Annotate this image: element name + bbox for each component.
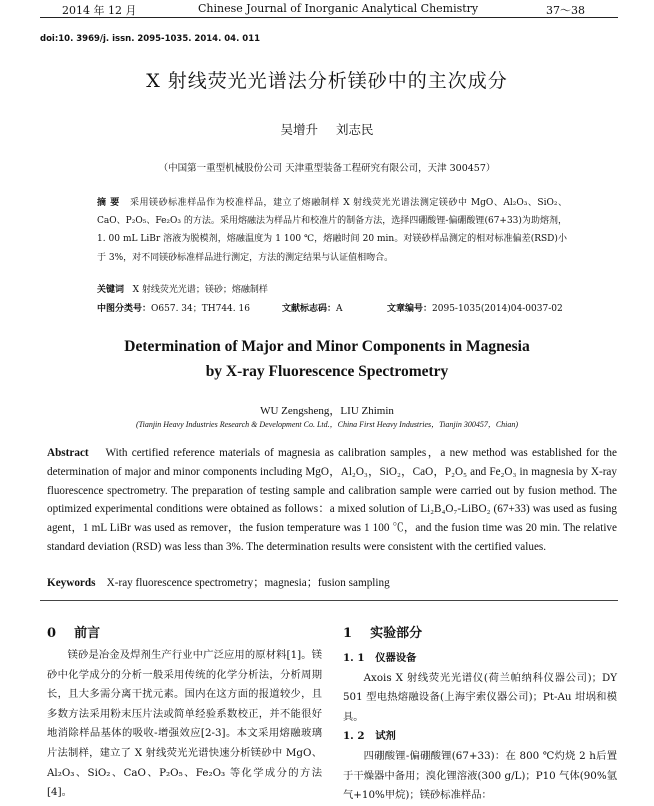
running-header <box>40 2 618 18</box>
title-en-line1: Determination of Major and Minor Components in Magnesia <box>124 338 530 355</box>
abstract-en-text: With certified reference materials of magnesia as calibration samples，a new method was established for the determination of major and minor components including MgO，Al₂O₃，SiO₂，CaO，P₂O₅ and Fe₂O₃ in magnesia by X-ray fluorescence spectrometry. The preparation of testing sample and calibration sample were carried out by fusion method. The optimized experimental conditions were obtained as follows：a mixed solution of Li₂B₄O₇-LiBO₂ (67+33) was used as fusing agent，1 mL LiBr was used as remover，the fusion temperature was 1 100 ℃，and the fusion time was 20 min. The relative standard deviation (RSD) was less than 3%. The determination results were consistent with the certified values. <box>47 447 617 553</box>
section-0-number: 0 <box>47 626 57 641</box>
keywords-en-text: X-ray fluorescence spectrometry；magnesia；fusion sampling <box>106 577 390 589</box>
section-separator <box>40 600 618 601</box>
header-pages: 37～38 <box>546 4 585 17</box>
title-en-line2: by X-ray Fluorescence Spectrometry <box>205 363 449 380</box>
subsection-1-2-text: 四硼酸锂-偏硼酸锂(67+33)：在 800 ℃灼烧 2 h后置于干燥器中备用；溴化锂溶液(300 g/L)；P10 气体(90%氩气+10%甲烷)；镁砂标准样品： <box>343 749 617 802</box>
authors-cn: 吴增升 刘志民 <box>280 122 374 137</box>
subsection-1-2-number: 1. 2 <box>343 730 365 743</box>
subsection-1-1-heading <box>343 649 617 669</box>
subsection-1-1-number: 1. 1 <box>343 652 365 664</box>
subsection-1-2-title: 试剂 <box>375 730 396 743</box>
abstract-cn-text: 采用镁砂标准样品作为校准样品，建立了熔融制样 X 射线荧光光谱法测定镁砂中 MgO、Al₂O₃、SiO₂、CaO、P₂O₅、Fe₂O₃ 的方法。采用熔融法为样品片和校准片的制备方法，选择四硼酸锂-偏硼酸锂(67+33)为助熔剂，1. 00 mL LiBr 溶液为脱模剂，熔融温度为 1 100 ℃，熔融时间 20 min。对镁砂样品测定的相对标准偏差(RSD)小于 3%，对不同镁砂标准样品进行测定，方法的测定结果与认证值相吻合。 <box>97 198 567 263</box>
section-0-title: 前言 <box>74 626 101 641</box>
abstract-en-label: Abstract <box>47 447 89 459</box>
doc-code-label: 文献标志码： <box>282 304 337 314</box>
affiliation-en: (Tianjin Heavy Industries Research & Development Co. Ltd.，China First Heavy Industries，Tianjin 300457，Chian) <box>135 420 519 429</box>
affiliation-cn: （中国第一重型机械股份公司 天津重型装备工程研究有限公司，天津 300457） <box>158 163 496 174</box>
doc-code-value: A <box>336 304 343 314</box>
title-en <box>0 334 654 384</box>
abstract-en <box>47 444 617 557</box>
section-0-heading <box>47 622 100 641</box>
keywords-cn-label: 关键词 <box>97 285 125 295</box>
article-no-label: 文章编号： <box>387 304 433 314</box>
subsection-1-1-title: 仪器设备 <box>375 652 417 664</box>
keywords-cn-text: X 射线荧光光谱；镁砂；熔融制样 <box>132 285 268 295</box>
section-1-title: 实验部分 <box>370 626 423 641</box>
subsection-1-2-heading <box>343 727 617 747</box>
subsection-1-1-text: Axois X 射线荧光光谱仪(荷兰帕纳科仪器公司)；DY 501 型电热熔融设备(上海宇索仪器公司)；Pt-Au 坩埚和模具。 <box>343 671 617 723</box>
title-cn: X 射线荧光光谱法分析镁砂中的主次成分 <box>146 70 508 92</box>
authors-en: WU Zengsheng，LIU Zhimin <box>260 405 394 417</box>
section-0-paragraph: 镁砂是冶金及焊剂生产行业中广泛应用的原材料[1]。镁砂中化学成分的分析一般采用传统的化学分析法，分析周期长，且大多需分离干扰元素。国内在这方面的报道较少，且多数方法采用粉末压片法或简单经验系数校正，并不能很好地消除样品基体的吸收-增强效应[2-3]。本文采用熔融玻璃片法制样，建立了 X 射线荧光光谱快速分析镁砂中 MgO、Al₂O₃、SiO₂、CaO、P₂O₅、Fe₂O₃ 等化学成分的方法[4]。 <box>47 649 322 799</box>
clc-label: 中图分类号： <box>97 304 152 314</box>
header-rule <box>40 17 618 18</box>
section-1-heading <box>343 622 422 641</box>
clc-value: O657. 34；TH744. 16 <box>151 304 250 314</box>
doi: doi:10. 3969/j. issn. 2095-1035. 2014. 04. 011 <box>40 34 261 44</box>
article-no-value: 2095-1035(2014)04-0037-02 <box>432 304 563 314</box>
keywords-cn <box>97 282 567 295</box>
section-1-body <box>343 649 617 806</box>
section-0-body <box>47 646 322 803</box>
abstract-cn <box>97 194 567 267</box>
abstract-cn-label: 摘 要 <box>97 198 120 208</box>
keywords-en <box>47 574 617 590</box>
section-1-number: 1 <box>343 626 353 641</box>
header-date: 2014 年 12 月 <box>62 4 137 17</box>
keywords-en-label: Keywords <box>47 577 96 589</box>
header-journal: Chinese Journal of Inorganic Analytical Chemistry <box>198 2 479 15</box>
